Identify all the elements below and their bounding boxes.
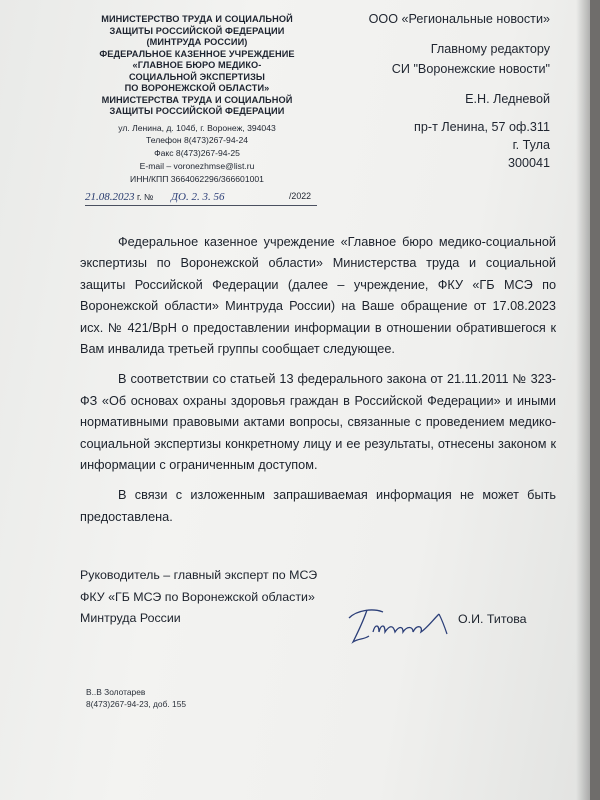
recipient-city: г. Тула [512,138,550,152]
registration-date: 21.08.2023 г. № [85,191,154,203]
executor-info [86,687,186,710]
sender-org-line: СОЦИАЛЬНОЙ ЭКСПЕРТИЗЫ [128,71,266,82]
signature-ministry: Минтруда России [80,611,181,625]
sender-inn: ИНН/КПП 3664062296/366601001 [130,173,264,184]
executor-name: В..В Золотарев [86,687,146,697]
recipient-role: Главному редактору [430,42,550,56]
executor-phone: 8(473)267-94-23, доб. 155 [86,698,187,709]
sender-org-line: ПО ВОРОНЕЖСКОЙ ОБЛАСТИ» [124,83,270,93]
recipient-zip: 300041 [507,156,550,170]
letter-body [80,232,556,537]
signature-position: Руководитель – главный эксперт по МСЭ [80,568,318,582]
registration-line [85,191,317,206]
handwritten-signature [343,598,463,648]
body-paragraph: Федеральное казенное учреждение «Главное бюро медико-социальной экспертизы по Воронежской области» Министерства труда и социальной защиты Российской Федерации (далее – учреждение, ФКУ «ГБ МСЭ по Воронежской области» Минтруда России) на Ваше обращение от 17.08.2023 исх. № 421/ВрН о предоставлении информации в отношении обратившегося к Вам инвалида третьей группы сообщает следующее. [80,235,556,357]
page-edge-shadow [576,0,590,800]
sender-org-line: МИНИСТЕРСТВО ТРУДА И СОЦИАЛЬНОЙ [101,14,293,24]
sender-phone: Телефон 8(473)267-94-24 [145,135,249,146]
sender-org-line: «ГЛАВНОЕ БЮРО МЕДИКО- [132,60,262,70]
recipient-street: пр-т Ленина, 57 оф.311 [414,120,550,134]
sender-email: E-mail – voronezhmse@list.ru [139,160,255,171]
recipient-outlet: СИ "Воронежские новости" [391,62,550,76]
signature-title [80,565,380,630]
sender-address: ул. Ленина, д. 104б, г. Воронеж, 394043 [118,122,276,133]
signer-name: О.И. Титова [458,612,527,626]
registration-number: ДО. 2. 3. 56 [171,191,225,203]
sender-org-line: ЗАЩИТЫ РОССИЙСКОЙ ФЕДЕРАЦИИ [109,106,285,116]
body-paragraph: В связи с изложенным запрашиваемая информация не может быть предоставлена. [80,488,556,524]
recipient-name: Е.Н. Ледневой [465,92,550,106]
sender-org-line: МИНИСТЕРСТВА ТРУДА И СОЦИАЛЬНОЙ [101,94,293,105]
sender-org-line: ФЕДЕРАЛЬНОЕ КАЗЕННОЕ УЧРЕЖДЕНИЕ [99,48,295,59]
sender-fax: Факс 8(473)267-94-25 [154,148,240,159]
sender-org-line: (МИНТРУДА РОССИИ) [146,37,248,47]
registration-year: /2022 [288,191,311,201]
sender-org-line: ЗАЩИТЫ РОССИЙСКОЙ ФЕДЕРАЦИИ [109,25,285,36]
sender-letterhead [62,14,332,185]
recipient-org: ООО «Региональные новости» [368,12,550,26]
signature-org: ФКУ «ГБ МСЭ по Воронежской области» [80,589,315,604]
body-paragraph: В соответствии со статьей 13 федерального закона от 21.11.2011 № 323-ФЗ «Об основах охраны здоровья граждан в Российской Федерации» и иными нормативными правовыми актами вопросы, связанные с проведением медико-социальной экспертизы конкретному лицу и ее результаты, отнесены законом к информации с ограниченным доступом. [80,372,556,473]
